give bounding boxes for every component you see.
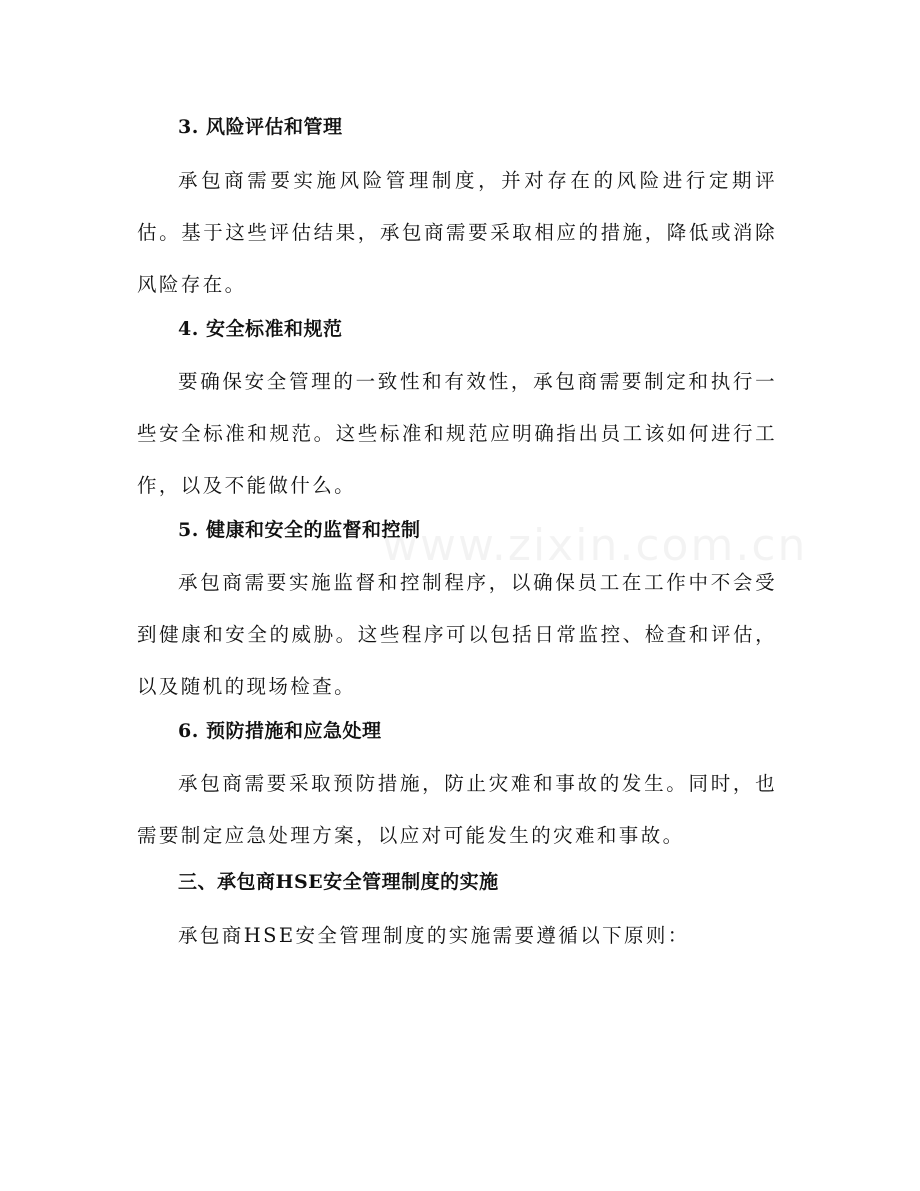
- section-paragraph-3: 承包商需要实施风险管理制度，并对存在的风险进行定期评估。基于这些评估结果，承包商需要采取相应的措施，降低或消除风险存在。: [137, 169, 777, 296]
- section-heading-4: 4. 安全标准和规范: [178, 318, 343, 340]
- section-paragraph-6: 承包商需要采取预防措施，防止灾难和事故的发生。同时，也需要制定应急处理方案，以应对可能发生的灾难和事故。: [137, 772, 777, 847]
- section-paragraph-4: 要确保安全管理的一致性和有效性，承包商需要制定和执行一些安全标准和规范。这些标准和规范应明确指出员工该如何进行工作，以及不能做什么。: [137, 370, 777, 497]
- section-paragraph-5: 承包商需要实施监督和控制程序，以确保员工在工作中不会受到健康和安全的威胁。这些程序可以包括日常监控、检查和评估，以及随机的现场检查。: [137, 571, 777, 698]
- chapter-heading-implementation: 三、承包商HSE安全管理制度的实施: [178, 871, 499, 893]
- chapter-paragraph-implementation: 承包商HSE安全管理制度的实施需要遵循以下原则：: [178, 924, 690, 947]
- section-heading-3: 3. 风险评估和管理: [178, 116, 343, 138]
- section-heading-5: 5. 健康和安全的监督和控制: [178, 519, 421, 541]
- section-heading-6: 6. 预防措施和应急处理: [178, 720, 382, 742]
